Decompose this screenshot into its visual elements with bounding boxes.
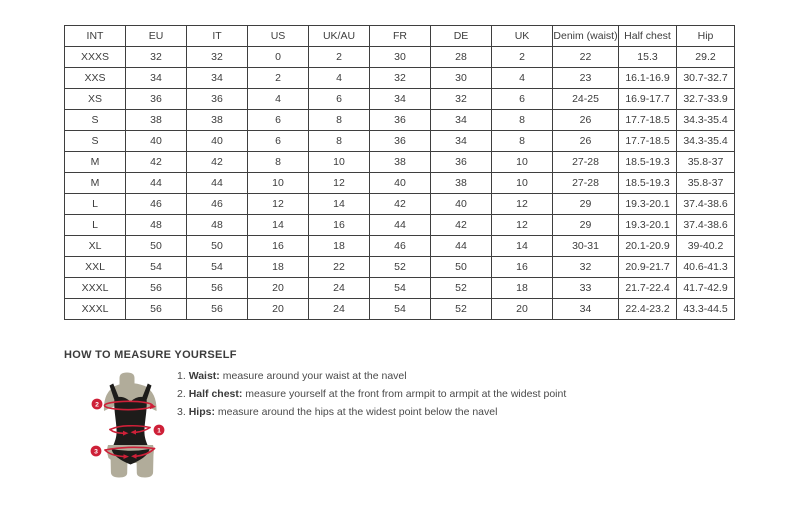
size-value-cell: 36 (187, 89, 248, 110)
size-value-cell: 8 (309, 131, 370, 152)
size-value-cell: 48 (187, 215, 248, 236)
table-row (65, 110, 735, 131)
size-value-cell: 56 (187, 299, 248, 320)
table-row (65, 89, 735, 110)
size-value-cell: 16 (309, 215, 370, 236)
size-value-cell: 30-31 (553, 236, 619, 257)
column-header: DE (431, 26, 492, 47)
marker-half-chest (92, 399, 103, 410)
instruction-text: measure yourself at the front from armpit to armpit at the widest point (242, 388, 567, 400)
size-value-cell: 52 (431, 299, 492, 320)
size-value-cell: 8 (492, 131, 553, 152)
size-value-cell: 50 (126, 236, 187, 257)
size-value-cell: 30 (431, 68, 492, 89)
instruction-item (177, 388, 637, 406)
size-value-cell: 35.8-37 (677, 152, 735, 173)
column-header: Half chest (619, 26, 677, 47)
size-label-cell: L (65, 194, 126, 215)
table-row (65, 278, 735, 299)
size-value-cell: 20.1-20.9 (619, 236, 677, 257)
size-value-cell: 6 (248, 110, 309, 131)
size-value-cell: 40 (126, 131, 187, 152)
size-value-cell: 12 (492, 215, 553, 236)
size-value-cell: 54 (187, 257, 248, 278)
size-value-cell: 18.5-19.3 (619, 173, 677, 194)
size-value-cell: 36 (431, 152, 492, 173)
size-value-cell: 50 (187, 236, 248, 257)
column-header: Denim (waist) (553, 26, 619, 47)
column-header: FR (370, 26, 431, 47)
size-value-cell: 12 (309, 173, 370, 194)
size-value-cell: 6 (492, 89, 553, 110)
size-value-cell: 42 (431, 215, 492, 236)
size-value-cell: 4 (492, 68, 553, 89)
size-value-cell: 20 (492, 299, 553, 320)
size-value-cell: 50 (431, 257, 492, 278)
size-value-cell: 10 (309, 152, 370, 173)
column-header: EU (126, 26, 187, 47)
size-value-cell: 27-28 (553, 173, 619, 194)
size-value-cell: 21.7-22.4 (619, 278, 677, 299)
size-value-cell: 32.7-33.9 (677, 89, 735, 110)
size-value-cell: 2 (492, 47, 553, 68)
marker-waist-number: 1 (157, 427, 161, 435)
instruction-item (177, 406, 637, 424)
size-value-cell: 24 (309, 278, 370, 299)
size-value-cell: 14 (492, 236, 553, 257)
column-header: IT (187, 26, 248, 47)
size-chart-table (64, 25, 735, 320)
size-value-cell: 14 (248, 215, 309, 236)
size-value-cell: 15.3 (619, 47, 677, 68)
column-header: UK (492, 26, 553, 47)
size-value-cell: 34 (431, 110, 492, 131)
size-value-cell: 29 (553, 215, 619, 236)
size-value-cell: 16 (248, 236, 309, 257)
table-row (65, 47, 735, 68)
table-row (65, 194, 735, 215)
column-header: US (248, 26, 309, 47)
size-value-cell: 40.6-41.3 (677, 257, 735, 278)
size-value-cell: 23 (553, 68, 619, 89)
size-value-cell: 34 (431, 131, 492, 152)
instruction-label: Waist: (188, 370, 220, 382)
size-value-cell: 54 (370, 299, 431, 320)
size-value-cell: 10 (492, 173, 553, 194)
size-value-cell: 36 (370, 131, 431, 152)
size-value-cell: 20 (248, 278, 309, 299)
size-value-cell: 40 (187, 131, 248, 152)
size-value-cell: 17.7-18.5 (619, 110, 677, 131)
table-row (65, 131, 735, 152)
size-value-cell: 29.2 (677, 47, 735, 68)
size-value-cell: 22 (309, 257, 370, 278)
size-value-cell: 29 (553, 194, 619, 215)
size-value-cell: 19.3-20.1 (619, 194, 677, 215)
size-value-cell: 35.8-37 (677, 173, 735, 194)
size-value-cell: 32 (187, 47, 248, 68)
size-value-cell: 0 (248, 47, 309, 68)
size-value-cell: 41.7-42.9 (677, 278, 735, 299)
size-value-cell: 38 (126, 110, 187, 131)
size-label-cell: XXXL (65, 278, 126, 299)
size-label-cell: XXXS (65, 47, 126, 68)
size-value-cell: 30 (370, 47, 431, 68)
size-value-cell: 46 (370, 236, 431, 257)
size-value-cell: 30.7-32.7 (677, 68, 735, 89)
marker-waist (154, 425, 165, 436)
size-value-cell: 40 (431, 194, 492, 215)
size-label-cell: M (65, 152, 126, 173)
instruction-text: measure around the hips at the widest point below the navel (214, 406, 498, 418)
size-label-cell: XXL (65, 257, 126, 278)
size-value-cell: 34.3-35.4 (677, 131, 735, 152)
instruction-label: Half chest: (188, 388, 243, 400)
size-value-cell: 12 (492, 194, 553, 215)
size-value-cell: 18 (309, 236, 370, 257)
size-value-cell: 24-25 (553, 89, 619, 110)
size-value-cell: 32 (431, 89, 492, 110)
table-row (65, 68, 735, 89)
marker-hips (91, 446, 102, 457)
size-value-cell: 32 (126, 47, 187, 68)
size-value-cell: 8 (248, 152, 309, 173)
size-value-cell: 56 (187, 278, 248, 299)
size-value-cell: 56 (126, 278, 187, 299)
size-value-cell: 10 (492, 152, 553, 173)
size-value-cell: 6 (248, 131, 309, 152)
size-value-cell: 36 (370, 110, 431, 131)
instruction-text: measure around your waist at the navel (219, 370, 407, 382)
size-value-cell: 54 (370, 278, 431, 299)
size-value-cell: 39-40.2 (677, 236, 735, 257)
size-value-cell: 48 (126, 215, 187, 236)
size-value-cell: 38 (431, 173, 492, 194)
size-value-cell: 44 (431, 236, 492, 257)
size-value-cell: 17.7-18.5 (619, 131, 677, 152)
size-value-cell: 42 (187, 152, 248, 173)
size-value-cell: 42 (370, 194, 431, 215)
size-value-cell: 8 (309, 110, 370, 131)
column-header: UK/AU (309, 26, 370, 47)
table-row (65, 236, 735, 257)
size-value-cell: 28 (431, 47, 492, 68)
measure-section-heading: HOW TO MEASURE YOURSELF (64, 349, 237, 361)
size-value-cell: 37.4-38.6 (677, 194, 735, 215)
instruction-label: Hips: (188, 406, 215, 418)
table-row (65, 152, 735, 173)
size-value-cell: 34 (126, 68, 187, 89)
size-value-cell: 44 (370, 215, 431, 236)
size-value-cell: 27-28 (553, 152, 619, 173)
size-value-cell: 4 (248, 89, 309, 110)
instruction-number: 1. (177, 370, 189, 382)
size-value-cell: 46 (126, 194, 187, 215)
size-value-cell: 14 (309, 194, 370, 215)
size-value-cell: 2 (248, 68, 309, 89)
size-value-cell: 10 (248, 173, 309, 194)
instruction-number: 3. (177, 406, 189, 418)
size-value-cell: 19.3-20.1 (619, 215, 677, 236)
size-value-cell: 22.4-23.2 (619, 299, 677, 320)
size-value-cell: 34 (187, 68, 248, 89)
size-value-cell: 54 (126, 257, 187, 278)
size-value-cell: 20 (248, 299, 309, 320)
size-value-cell: 16.1-16.9 (619, 68, 677, 89)
column-header: Hip (677, 26, 735, 47)
size-value-cell: 36 (126, 89, 187, 110)
size-value-cell: 26 (553, 110, 619, 131)
size-value-cell: 18 (248, 257, 309, 278)
size-value-cell: 34 (553, 299, 619, 320)
size-label-cell: XXS (65, 68, 126, 89)
size-label-cell: S (65, 110, 126, 131)
size-value-cell: 32 (553, 257, 619, 278)
marker-hips-number: 3 (94, 448, 98, 456)
size-value-cell: 38 (370, 152, 431, 173)
size-value-cell: 52 (370, 257, 431, 278)
size-value-cell: 43.3-44.5 (677, 299, 735, 320)
size-value-cell: 6 (309, 89, 370, 110)
size-label-cell: XXXL (65, 299, 126, 320)
size-value-cell: 12 (248, 194, 309, 215)
size-value-cell: 52 (431, 278, 492, 299)
size-value-cell: 4 (309, 68, 370, 89)
instruction-number: 2. (177, 388, 189, 400)
table-row (65, 257, 735, 278)
size-value-cell: 37.4-38.6 (677, 215, 735, 236)
size-value-cell: 2 (309, 47, 370, 68)
table-row (65, 173, 735, 194)
size-value-cell: 32 (370, 68, 431, 89)
size-value-cell: 56 (126, 299, 187, 320)
size-chart-header-row (65, 26, 735, 47)
size-value-cell: 24 (309, 299, 370, 320)
size-value-cell: 16.9-17.7 (619, 89, 677, 110)
size-value-cell: 18 (492, 278, 553, 299)
size-value-cell: 40 (370, 173, 431, 194)
measurement-instructions (177, 370, 637, 424)
size-label-cell: L (65, 215, 126, 236)
size-value-cell: 38 (187, 110, 248, 131)
size-value-cell: 34.3-35.4 (677, 110, 735, 131)
size-value-cell: 44 (126, 173, 187, 194)
table-row (65, 299, 735, 320)
size-value-cell: 34 (370, 89, 431, 110)
size-value-cell: 22 (553, 47, 619, 68)
size-value-cell: 42 (126, 152, 187, 173)
size-label-cell: XL (65, 236, 126, 257)
size-value-cell: 16 (492, 257, 553, 278)
size-value-cell: 33 (553, 278, 619, 299)
column-header: INT (65, 26, 126, 47)
instruction-item (177, 370, 637, 388)
size-label-cell: XS (65, 89, 126, 110)
marker-half-chest-number: 2 (95, 401, 99, 409)
size-label-cell: S (65, 131, 126, 152)
size-value-cell: 8 (492, 110, 553, 131)
size-value-cell: 20.9-21.7 (619, 257, 677, 278)
table-row (65, 215, 735, 236)
size-value-cell: 18.5-19.3 (619, 152, 677, 173)
size-value-cell: 26 (553, 131, 619, 152)
size-value-cell: 46 (187, 194, 248, 215)
size-value-cell: 44 (187, 173, 248, 194)
size-label-cell: M (65, 173, 126, 194)
